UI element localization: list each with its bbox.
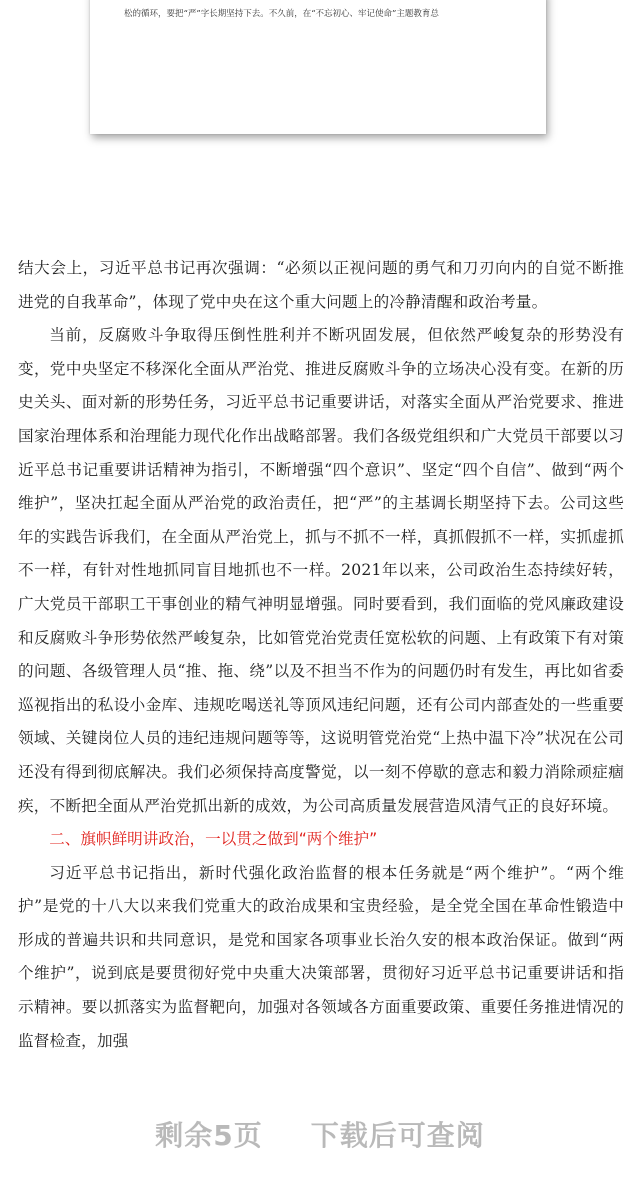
page-preview-card xyxy=(90,0,546,134)
paragraph-continuation: 结大会上，习近平总书记再次强调：“必须以正视问题的勇气和刀刃向内的自觉不断推进党的自我革命”，体现了党中央在这个重大问题上的冷静清醒和政治考量。 xyxy=(18,259,624,311)
document-body xyxy=(18,252,624,1058)
download-to-view-label[interactable]: 下载后可查阅 xyxy=(310,1119,485,1152)
paragraph-two-maintenances: 习近平总书记指出，新时代强化政治监督的根本任务就是“两个维护”。“两个维护”是党的十八大以来我们党重大的政治成果和宝贵经验，是全党全国在革命性锻造中形成的普遍共识和共同意识，是党和国家各项事业长治久安的根本政治保证。做到“两个维护”，说到底是要贯彻好党中央重大决策部署，贯彻好习近平总书记重要讲话和指示精神。要以抓落实为监督靶向，加强对各领域各方面重要政策、重要任务推进情况的监督检查，加强 xyxy=(18,863,624,1050)
preview-text-line: 松的循环，要把“严”字长期坚持下去。不久前，在“不忘初心、牢记使命”主题教育总 xyxy=(124,9,439,19)
section-heading-2: 二、旗帜鲜明讲政治，一以贯之做到“两个维护” xyxy=(49,830,378,849)
download-prompt-banner[interactable] xyxy=(0,1112,640,1156)
remaining-pages-label[interactable]: 剩余5页 xyxy=(155,1119,263,1152)
paragraph-current-situation: 当前，反腐败斗争取得压倒性胜利并不断巩固发展，但依然严峻复杂的形势没有变，党中央坚定不移深化全面从严治党、推进反腐败斗争的立场决心没有变。在新的历史关头、面对新的形势任务，习近平总书记重要讲话，对落实全面从严治党要求、推进国家治理体系和治理能力现代化作出战略部署。我们各级党组织和广大党员干部要以习近平总书记重要讲话精神为指引，不断增强“四个意识”、坚定“四个自信”、做到“两个维护”，坚决扛起全面从严治党的政治责任，把“严”的主基调长期坚持下去。公司这些年的实践告诉我们，在全面从严治党上，抓与不抓不一样，真抓假抓不一样，实抓虚抓不一样，有针对性地抓同盲目地抓也不一样。2021年以来，公司政治生态持续好转，广大党员干部职工干事创业的精气神明显增强。同时要看到，我们面临的党风廉政建设和反腐败斗争形势依然严峻复杂，比如管党治党责任宽松软的问题、上有政策下有对策的问题、各级管理人员“推、拖、绕”以及不担当不作为的问题仍时有发生，再比如省委巡视指出的私设小金库、违规吃喝送礼等顶风违纪问题，还有公司内部查处的一些重要领域、关键岗位人员的违纪违规问题等等，这说明管党治党“上热中温下冷”状况在公司还没有得到彻底解决。我们必须保持高度警觉，以一刻不停歇的意志和毅力消除顽症痼疾，不断把全面从严治党抓出新的成效，为公司高质量发展营造风清气正的良好环境。 xyxy=(18,326,624,815)
